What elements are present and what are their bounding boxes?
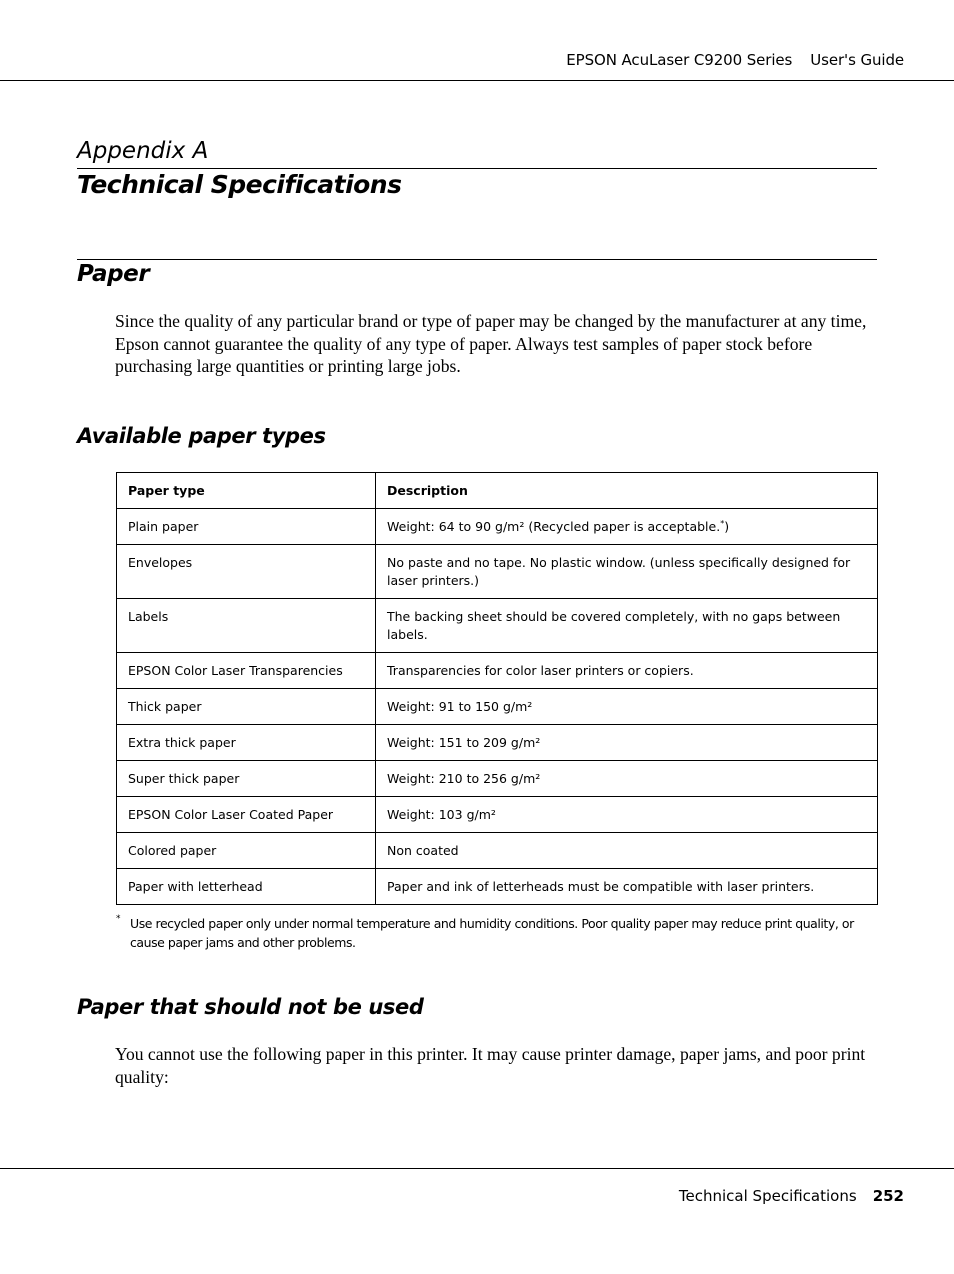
description-cell: The backing sheet should be covered completely, with no gaps between labels. (376, 599, 878, 653)
heading-paper-not-used: Paper that should not be used (77, 995, 424, 1019)
description-text-end: ) (724, 519, 730, 534)
header-product: EPSON AcuLaser C9200 Series (566, 51, 793, 69)
paper-types-table (116, 472, 878, 905)
header-rule (0, 80, 954, 81)
description-cell: Non coated (376, 833, 878, 869)
paper-type-cell: Extra thick paper (117, 725, 376, 761)
description-cell: Weight: 151 to 209 g/m² (376, 725, 878, 761)
paper-type-cell: EPSON Color Laser Coated Paper (117, 797, 376, 833)
column-header-description: Description (376, 473, 878, 509)
footer-section: Technical Specifications (678, 1187, 857, 1205)
description-text: Weight: 64 to 90 g/m² (Recycled paper is acceptable. (387, 519, 721, 534)
appendix-rule (77, 168, 877, 169)
paper-type-cell: Thick paper (117, 689, 376, 725)
table-row (117, 761, 878, 797)
appendix-label: Appendix A (77, 138, 209, 164)
description-cell: Weight: 210 to 256 g/m² (376, 761, 878, 797)
paper-type-cell: Plain paper (117, 509, 376, 545)
footnote-text: Use recycled paper only under normal temperature and humidity conditions. Poor quality paper may reduce print quality, or cause paper jams and other problems. (130, 916, 854, 950)
header-guide: User's Guide (810, 51, 904, 69)
table-row (117, 545, 878, 599)
running-footer (679, 1187, 904, 1205)
description-cell: Transparencies for color laser printers or copiers. (376, 653, 878, 689)
footnote-reference: * (720, 518, 725, 528)
table-footnote (116, 914, 880, 952)
table-row (117, 509, 878, 545)
paper-intro-paragraph: Since the quality of any particular brand or type of paper may be changed by the manufacturer at any time, Epson cannot guarantee the quality of any type of paper. Always test samples of paper stock before purchasing large quantities or printing large jobs. (115, 311, 867, 377)
paper-type-cell: Envelopes (117, 545, 376, 599)
table-row (117, 599, 878, 653)
page-title: Technical Specifications (77, 170, 402, 199)
description-cell (376, 509, 878, 545)
paper-type-cell: Labels (117, 599, 376, 653)
table-row (117, 725, 878, 761)
page-number: 252 (872, 1187, 904, 1205)
footer-rule (0, 1168, 954, 1169)
table-row (117, 797, 878, 833)
column-header-paper-type: Paper type (117, 473, 376, 509)
description-cell: No paste and no tape. No plastic window. (unless specifically designed for laser printers.) (376, 545, 878, 599)
paper-type-cell: Colored paper (117, 833, 376, 869)
table-header-row (117, 473, 878, 509)
table-row (117, 869, 878, 905)
paper-type-cell: Paper with letterhead (117, 869, 376, 905)
description-cell: Weight: 103 g/m² (376, 797, 878, 833)
table-row (117, 689, 878, 725)
heading-available-paper-types: Available paper types (77, 424, 326, 448)
running-header (566, 51, 904, 69)
section-heading-paper: Paper (77, 261, 150, 287)
description-cell: Weight: 91 to 150 g/m² (376, 689, 878, 725)
section-rule (77, 259, 877, 260)
footnote-mark: * (116, 914, 121, 924)
description-cell: Paper and ink of letterheads must be compatible with laser printers. (376, 869, 878, 905)
table-row (117, 653, 878, 689)
table-row (117, 833, 878, 869)
paper-type-cell: Super thick paper (117, 761, 376, 797)
not-used-paragraph: You cannot use the following paper in this printer. It may cause printer damage, paper jams, and poor print quality: (115, 1044, 866, 1087)
paper-type-cell: EPSON Color Laser Transparencies (117, 653, 376, 689)
